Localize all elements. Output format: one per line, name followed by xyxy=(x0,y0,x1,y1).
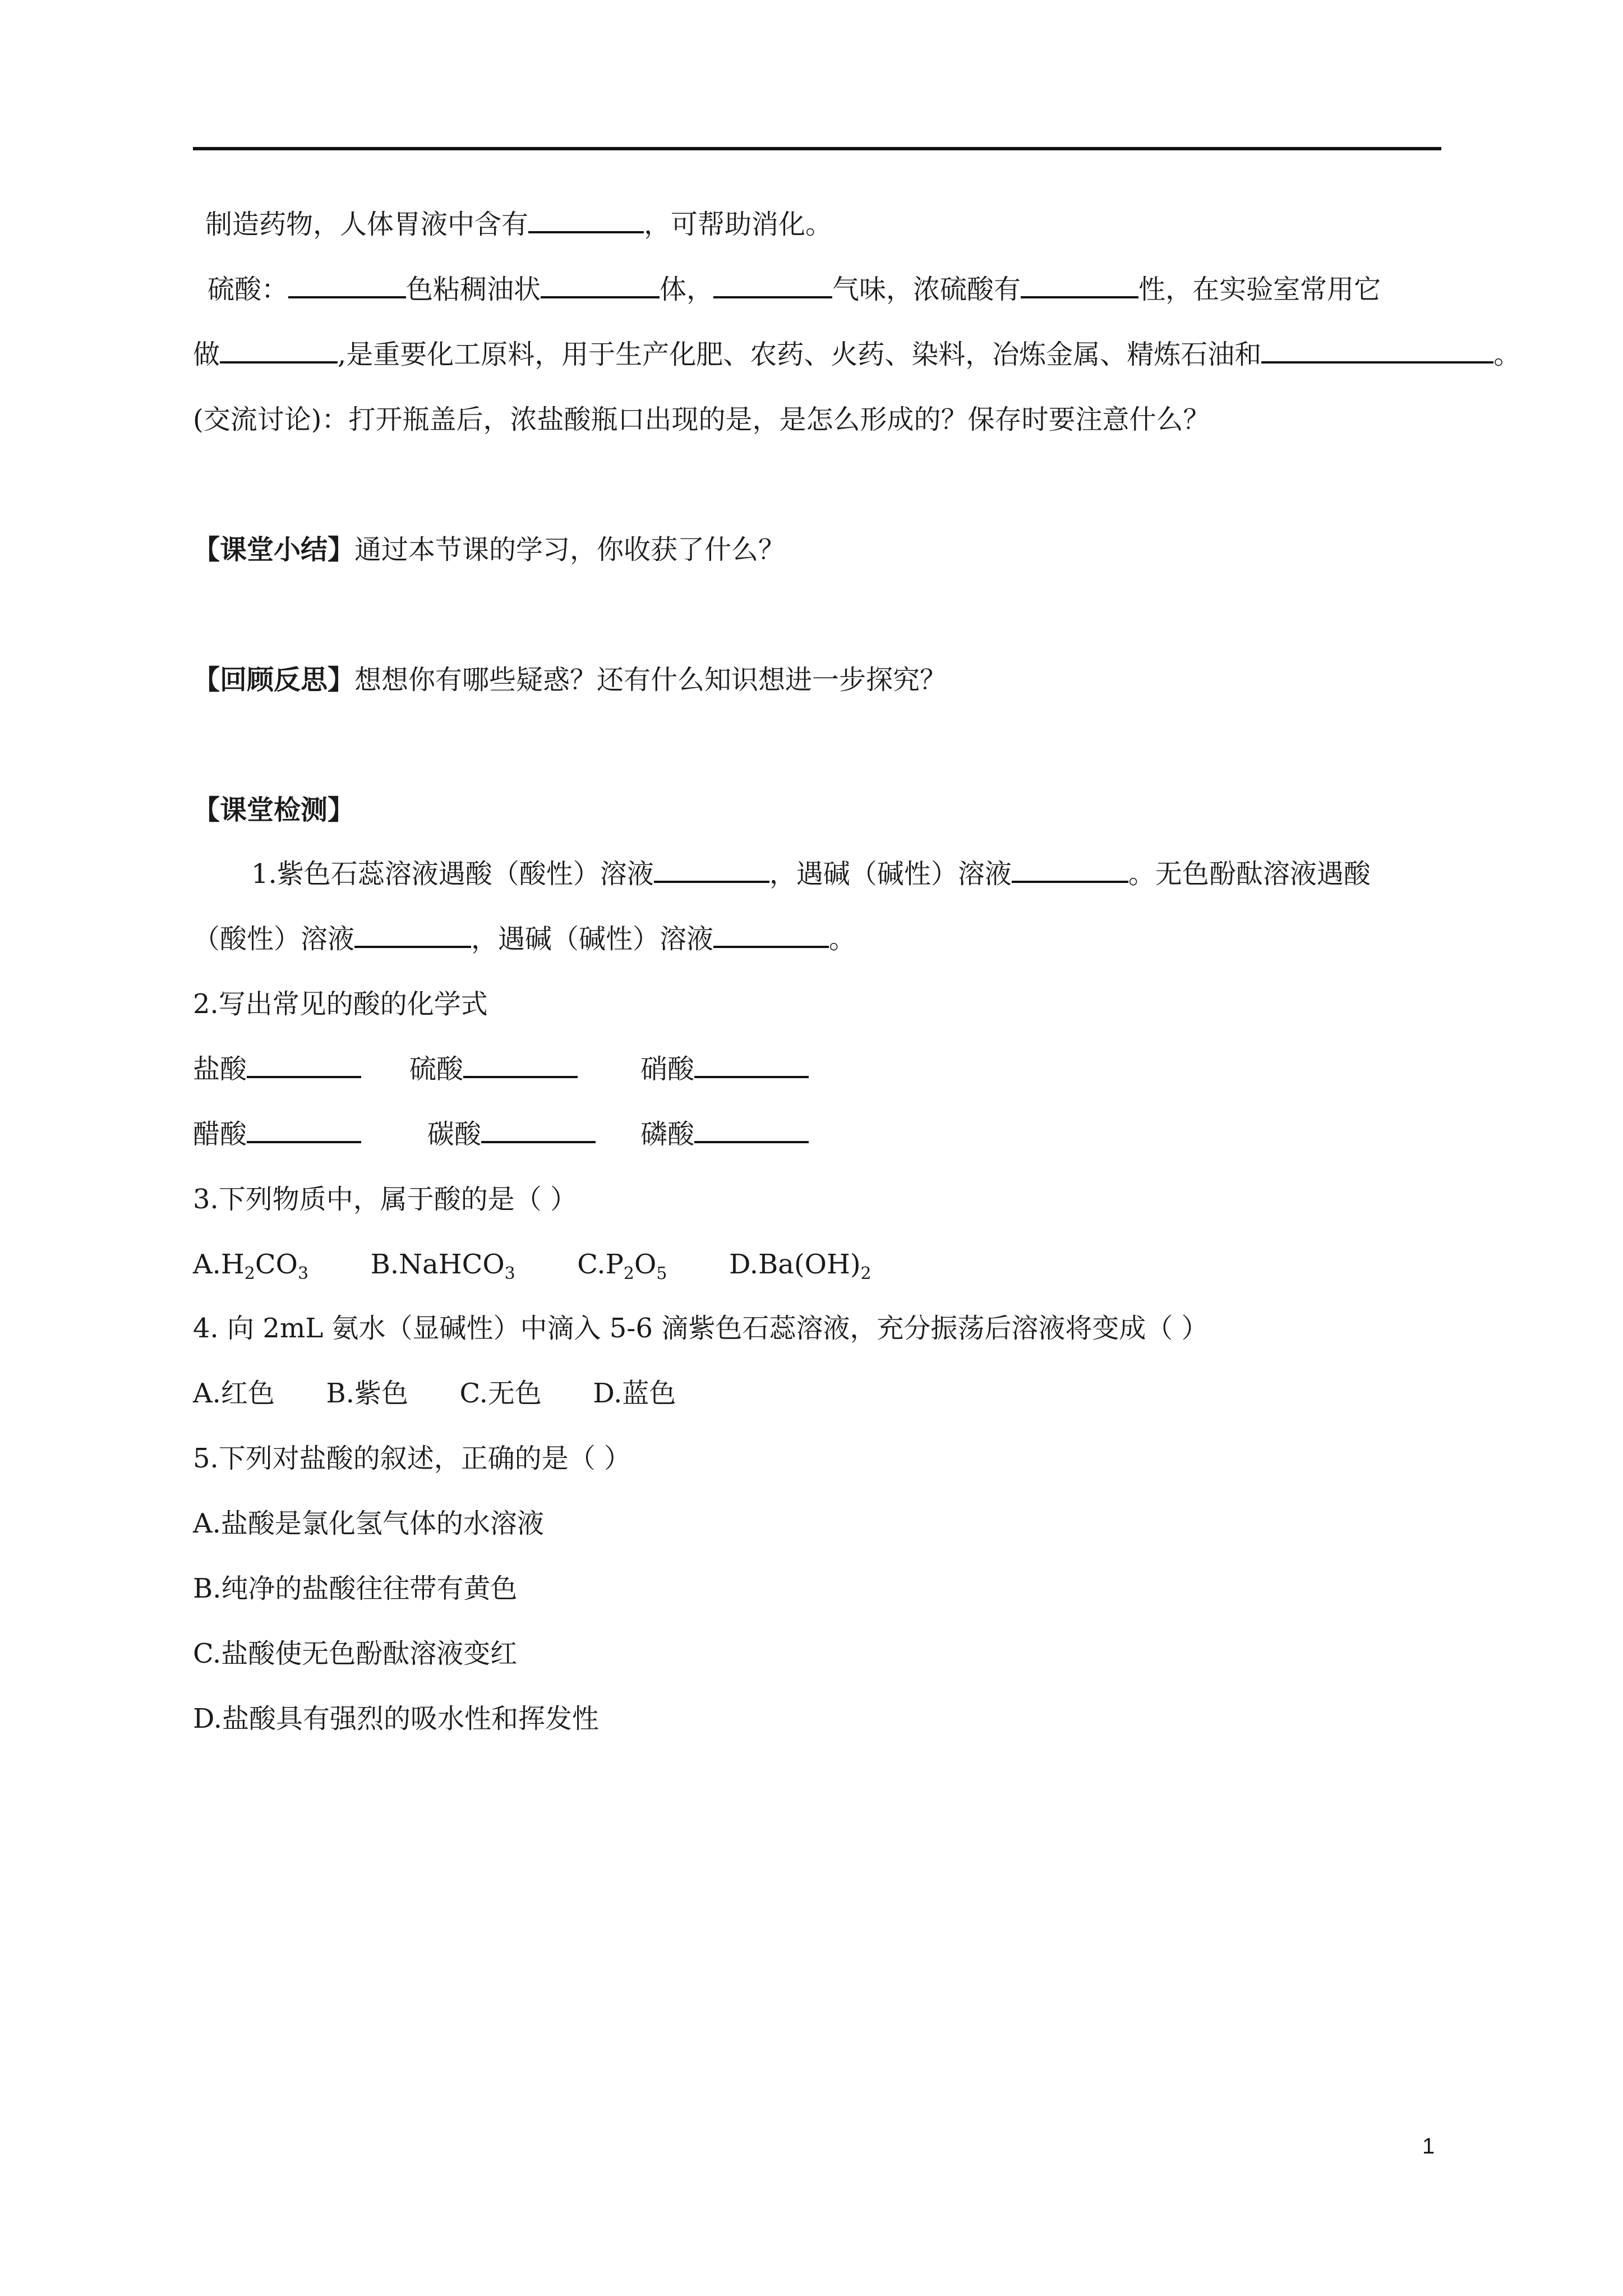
acid-item: 盐酸 xyxy=(193,1051,361,1087)
question-4-options[interactable]: A.红色 B.紫色 C.无色 D.蓝色 xyxy=(193,1378,676,1409)
summary-line: 【课堂小结】通过本节课的学习，你收获了什么？ xyxy=(193,534,786,565)
answer-blank[interactable] xyxy=(528,206,644,233)
option-d[interactable]: $D.Ba(OH)_2$ xyxy=(728,1249,872,1283)
check-heading: 【课堂检测】 xyxy=(193,794,355,826)
text-line-2: 硫酸： 色粘稠油状 体， 气味，浓硫酸有 性，在实验室常用它 xyxy=(208,272,1381,307)
discussion-line: (交流讨论)：打开瓶盖后，浓盐酸瓶口出现的是，是怎么形成的？保存时要注意什么？ xyxy=(193,404,1210,435)
text-line-3: 做 ,是重要化工原料，用于生产化肥、农药、火药、染料，冶炼金属、精炼石油和 。 xyxy=(193,337,1520,372)
review-line: 【回顾反思】想想你有哪些疑惑？还有什么知识想进一步探究？ xyxy=(193,664,947,696)
question-2-title: 2.写出常见的酸的化学式 xyxy=(193,988,488,1020)
answer-blank[interactable] xyxy=(247,1051,361,1078)
answer-blank[interactable] xyxy=(1261,337,1493,364)
option-c[interactable]: C.盐酸使无色酚酞溶液变红 xyxy=(193,1638,518,1669)
option-b[interactable]: B.纯净的盐酸往往带有黄色 xyxy=(193,1573,518,1604)
answer-blank[interactable] xyxy=(220,337,338,364)
option-c[interactable]: $C.P_2O_5$ xyxy=(577,1249,667,1283)
answer-blank[interactable] xyxy=(713,921,829,948)
question-1-line-2: （酸性）溶液 ，遇碱（碱性）溶液 。 xyxy=(193,921,856,957)
answer-blank[interactable] xyxy=(654,856,769,883)
acid-item: 碳酸 xyxy=(427,1116,596,1152)
acid-item: 磷酸 xyxy=(640,1116,809,1152)
review-heading: 【回顾反思】 xyxy=(193,664,355,696)
option-d[interactable]: D.盐酸具有强烈的吸水性和挥发性 xyxy=(193,1703,600,1734)
question-4-title: 4. 向 2mL 氨水（显碱性）中滴入 5-6 滴紫色石蕊溶液，充分振荡后溶液将变成（ ） xyxy=(193,1313,1209,1344)
answer-blank[interactable] xyxy=(694,1051,809,1078)
acid-item: 硫酸 xyxy=(409,1051,578,1087)
option-b[interactable]: B.NaHCO$_3$ xyxy=(370,1249,515,1283)
answer-blank[interactable] xyxy=(481,1116,596,1143)
question-5-title: 5.下列对盐酸的叙述，正确的是（ ） xyxy=(193,1443,631,1474)
option-a[interactable]: $A.H_2CO_3$ xyxy=(193,1249,309,1283)
answer-blank[interactable] xyxy=(713,272,832,298)
acid-item: 醋酸 xyxy=(193,1116,361,1152)
acid-item: 硝酸 xyxy=(640,1051,809,1087)
answer-blank[interactable] xyxy=(1012,856,1128,883)
summary-heading: 【课堂小结】 xyxy=(193,534,355,565)
answer-blank[interactable] xyxy=(1021,272,1138,298)
question-3-options xyxy=(193,1246,872,1282)
text-line-1: 制造药物，人体胃液中含有 ，可帮助消化。 xyxy=(205,206,832,242)
answer-blank[interactable] xyxy=(694,1116,809,1143)
header-rule xyxy=(193,147,1441,150)
page-number: 1 xyxy=(1422,2134,1435,2159)
answer-blank[interactable] xyxy=(288,272,406,298)
question-3-title: 3.下列物质中，属于酸的是（ ） xyxy=(193,1184,578,1215)
answer-blank[interactable] xyxy=(247,1116,361,1143)
answer-blank[interactable] xyxy=(463,1051,578,1078)
answer-blank[interactable] xyxy=(541,272,660,298)
question-1-line-1: 1.紫色石蕊溶液遇酸（酸性）溶液 ，遇碱（碱性）溶液 。无色酚酞溶液遇酸 xyxy=(251,856,1371,892)
answer-blank[interactable] xyxy=(354,921,471,948)
option-a[interactable]: A.盐酸是氯化氢气体的水溶液 xyxy=(193,1508,544,1539)
